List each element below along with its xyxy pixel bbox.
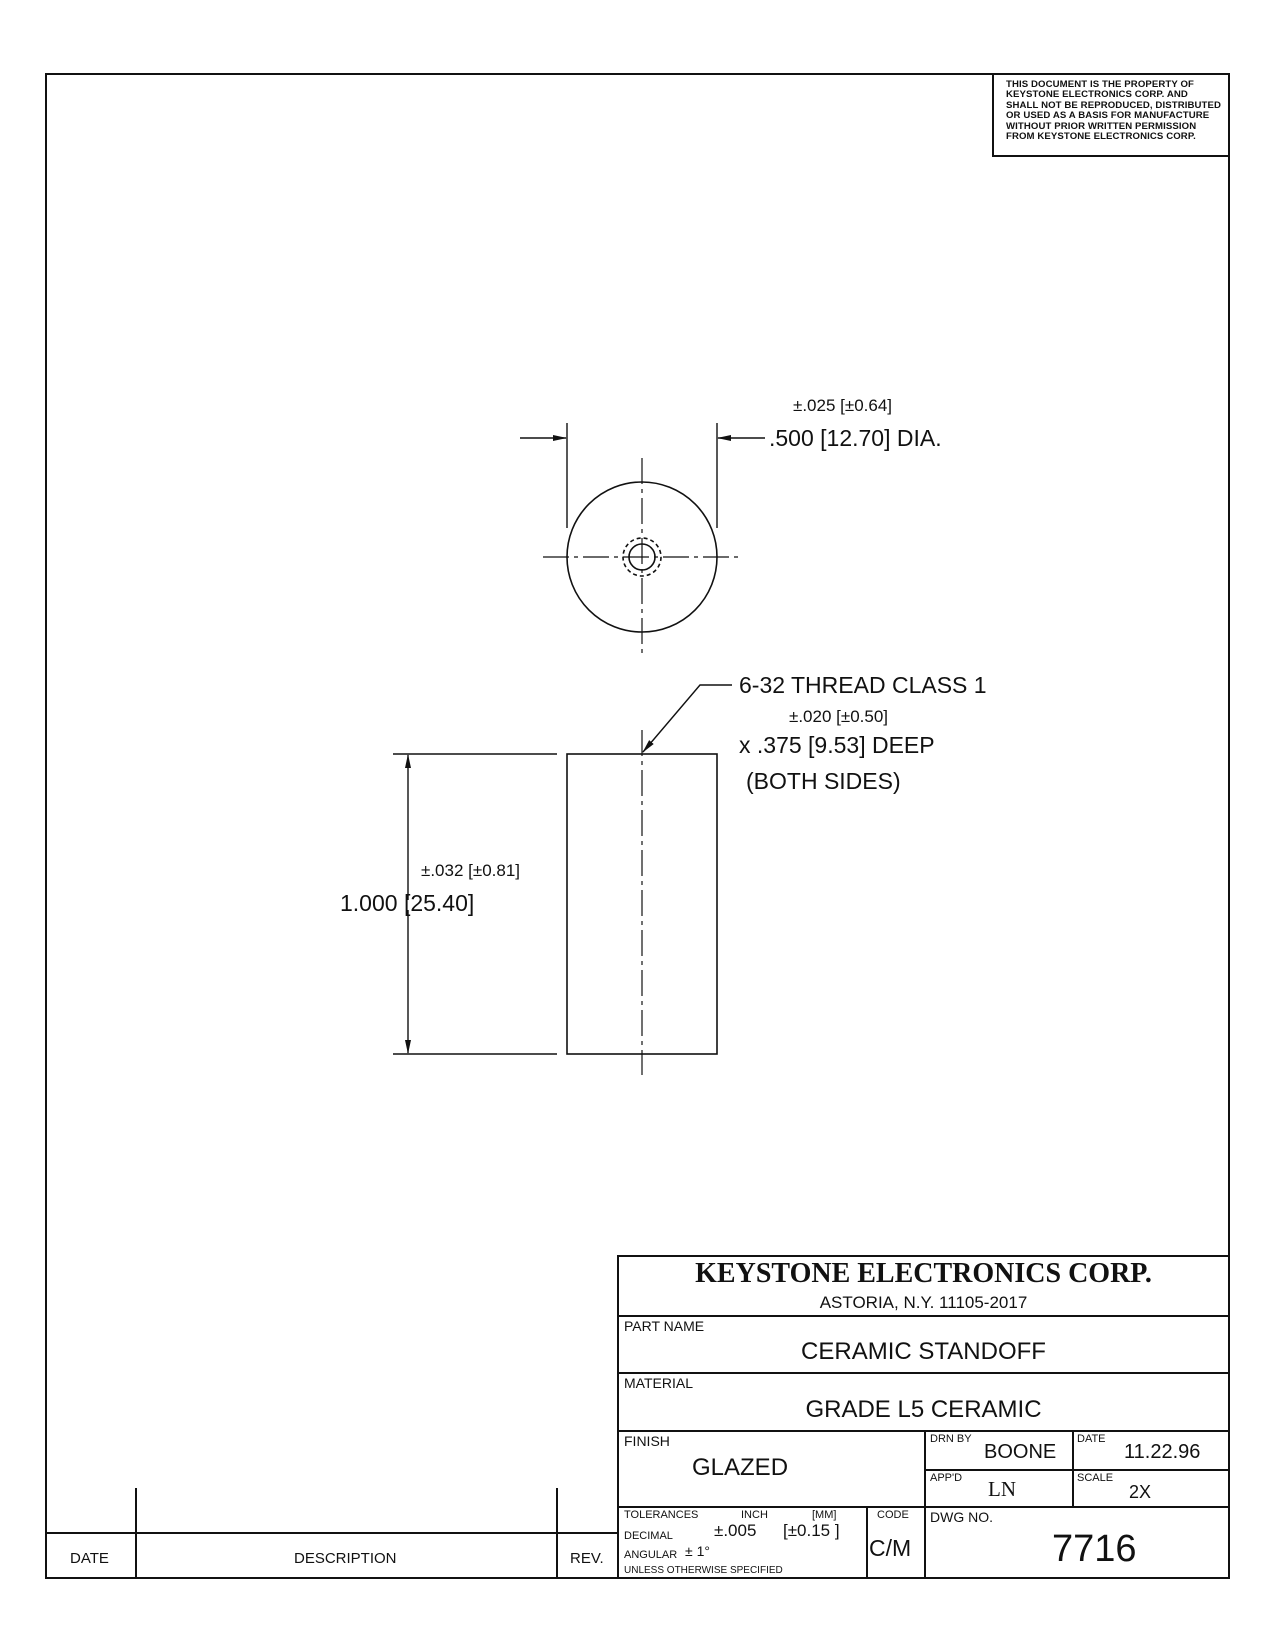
part-name: CERAMIC STANDOFF xyxy=(801,1338,1046,1365)
part-name-label: PART NAME xyxy=(624,1318,705,1334)
thread-leader-line xyxy=(643,685,732,752)
top-view xyxy=(520,423,765,657)
thread-callout: 6-32 THREAD CLASS 1 xyxy=(739,672,987,698)
notice-line: OR USED AS A BASIS FOR MANUFACTURE xyxy=(1006,110,1210,122)
code-label: CODE xyxy=(877,1509,909,1521)
finish: GLAZED xyxy=(692,1454,789,1481)
material-label: MATERIAL xyxy=(624,1375,693,1391)
divider xyxy=(925,1469,1230,1471)
decimal-inch: ±.005 xyxy=(714,1521,757,1540)
drawing-number: 7716 xyxy=(1052,1528,1137,1570)
inch-label: INCH xyxy=(741,1509,768,1521)
divider xyxy=(924,1430,926,1579)
thread-depth: x .375 [9.53] DEEP xyxy=(739,732,935,758)
tolerances-label: TOLERANCES xyxy=(624,1509,699,1521)
diameter-tolerance: ±.025 [±0.64] xyxy=(793,396,893,415)
notice-line: THIS DOCUMENT IS THE PROPERTY OF xyxy=(1006,79,1194,90)
height-tolerance: ±.032 [±0.81] xyxy=(421,861,521,880)
notice-line: SHALL NOT BE REPRODUCED, DISTRIBUTED xyxy=(1006,99,1222,111)
divider xyxy=(617,1372,1230,1374)
divider xyxy=(1072,1430,1074,1507)
drawing-number-label: DWG NO. xyxy=(930,1509,993,1525)
date-label: DATE xyxy=(1077,1433,1106,1445)
approved-by: LN xyxy=(988,1477,1016,1501)
drawing-date: 11.22.96 xyxy=(1124,1441,1201,1463)
drawn-by-label: DRN BY xyxy=(930,1433,972,1445)
revision-date-header: DATE xyxy=(70,1550,109,1567)
notice-line: WITHOUT PRIOR WRITTEN PERMISSION xyxy=(1006,120,1197,132)
unless-otherwise-specified: UNLESS OTHERWISE SPECIFIED xyxy=(624,1565,783,1576)
code: C/M xyxy=(869,1535,912,1561)
material: GRADE L5 CERAMIC xyxy=(805,1396,1042,1423)
notice-line: KEYSTONE ELECTRONICS CORP. AND xyxy=(1006,89,1188,101)
divider xyxy=(617,1315,1230,1317)
thread-tolerance: ±.020 [±0.50] xyxy=(789,707,889,726)
divider xyxy=(866,1506,868,1579)
height-dimension: 1.000 [25.40] xyxy=(340,890,475,916)
approved-label: APP'D xyxy=(930,1472,963,1484)
angular-label: ANGULAR xyxy=(624,1549,678,1561)
notice-line: FROM KEYSTONE ELECTRONICS CORP. xyxy=(1006,131,1196,143)
decimal-label: DECIMAL xyxy=(624,1530,673,1542)
title-block-top-border xyxy=(617,1255,1230,1257)
revision-description-header: DESCRIPTION xyxy=(294,1550,397,1567)
revision-rev-header: REV. xyxy=(570,1550,604,1567)
thread-both-sides: (BOTH SIDES) xyxy=(746,768,901,794)
company-address: ASTORIA, N.Y. 11105-2017 xyxy=(819,1293,1028,1312)
diameter-dimension: .500 [12.70] DIA. xyxy=(769,425,942,451)
scale-label: SCALE xyxy=(1077,1472,1114,1484)
revision-header-line xyxy=(45,1532,617,1534)
revision-column-divider xyxy=(135,1488,137,1579)
decimal-mm: [±0.15 ] xyxy=(783,1521,840,1540)
revision-column-divider xyxy=(556,1488,558,1579)
drawn-by: BOONE xyxy=(984,1441,1057,1463)
scale: 2X xyxy=(1129,1482,1152,1502)
mm-label: [MM] xyxy=(812,1509,837,1521)
company-name: KEYSTONE ELECTRONICS CORP. xyxy=(695,1258,1152,1289)
angular-tolerance: ± 1° xyxy=(685,1543,710,1559)
finish-label: FINISH xyxy=(624,1433,670,1449)
